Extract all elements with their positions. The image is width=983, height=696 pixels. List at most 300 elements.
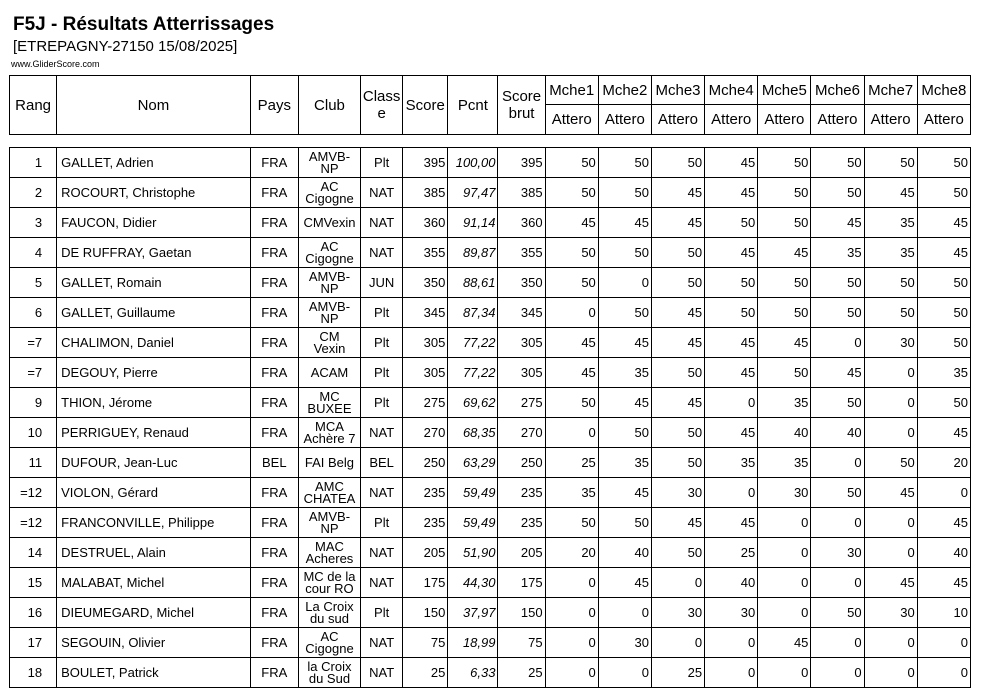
cell-rang: 6	[10, 298, 57, 328]
cell-mche2: 45	[598, 388, 651, 418]
table-row	[10, 388, 971, 418]
col-score-brut-line2: brut	[508, 105, 535, 122]
cell-mche7: 45	[864, 568, 917, 598]
cell-club	[298, 388, 360, 418]
cell-mche5: 45	[758, 328, 811, 358]
cell-pcnt: 6,33	[448, 658, 498, 688]
cell-club	[298, 208, 360, 238]
cell-pcnt: 51,90	[448, 538, 498, 568]
col-nom: Nom	[57, 76, 251, 135]
cell-pays: FRA	[250, 358, 298, 388]
table-row	[10, 538, 971, 568]
cell-rang: 16	[10, 598, 57, 628]
cell-mche3: 50	[651, 238, 704, 268]
cell-mche7: 0	[864, 508, 917, 538]
cell-mche2: 50	[598, 298, 651, 328]
cell-classe: NAT	[361, 238, 403, 268]
cell-mche7: 50	[864, 448, 917, 478]
cell-pays: BEL	[250, 448, 298, 478]
cell-mche2: 50	[598, 178, 651, 208]
cell-club-line2: Cigogne	[305, 640, 354, 656]
cell-club-line1: MCA	[315, 418, 344, 434]
cell-pcnt: 37,97	[448, 598, 498, 628]
cell-rang: 1	[10, 148, 57, 178]
cell-mche6: 0	[811, 628, 864, 658]
col-attero: Attero	[651, 105, 704, 135]
cell-mche6: 50	[811, 388, 864, 418]
cell-mche3: 30	[651, 478, 704, 508]
cell-classe: NAT	[361, 628, 403, 658]
cell-classe: Plt	[361, 358, 403, 388]
cell-rang: =7	[10, 328, 57, 358]
cell-mche1: 50	[545, 508, 598, 538]
table-row	[10, 328, 971, 358]
cell-rang: 15	[10, 568, 57, 598]
cell-mche3: 50	[651, 358, 704, 388]
cell-mche5: 50	[758, 208, 811, 238]
cell-club-line1: CMVexin	[303, 214, 356, 230]
cell-mche8: 0	[917, 478, 970, 508]
table-row	[10, 628, 971, 658]
col-classe-line2: e	[377, 105, 386, 122]
cell-score-brut: 235	[498, 478, 545, 508]
cell-nom: DE RUFFRAY, Gaetan	[57, 238, 251, 268]
cell-pcnt: 59,49	[448, 508, 498, 538]
cell-score: 175	[403, 568, 448, 598]
cell-pcnt: 100,00	[448, 148, 498, 178]
cell-club	[298, 328, 360, 358]
cell-mche2: 50	[598, 148, 651, 178]
table-row	[10, 208, 971, 238]
cell-pcnt: 89,87	[448, 238, 498, 268]
cell-mche2: 45	[598, 478, 651, 508]
cell-mche8: 50	[917, 298, 970, 328]
cell-mche5: 0	[758, 508, 811, 538]
cell-mche7: 50	[864, 298, 917, 328]
cell-score-brut: 25	[498, 658, 545, 688]
cell-club-line1: CM	[319, 328, 340, 344]
cell-pays: FRA	[250, 268, 298, 298]
cell-nom: PERRIGUEY, Renaud	[57, 418, 251, 448]
cell-mche6: 30	[811, 538, 864, 568]
table-row	[10, 448, 971, 478]
cell-pcnt: 87,34	[448, 298, 498, 328]
cell-mche3: 45	[651, 178, 704, 208]
cell-mche1: 45	[545, 328, 598, 358]
cell-club-line1: AMVB-	[308, 508, 351, 524]
cell-mche4: 50	[705, 268, 758, 298]
cell-mche7: 0	[864, 418, 917, 448]
cell-score-brut: 305	[498, 328, 545, 358]
cell-mche6: 0	[811, 568, 864, 598]
cell-club	[298, 268, 360, 298]
cell-mche6: 50	[811, 148, 864, 178]
cell-mche2: 0	[598, 658, 651, 688]
cell-classe: Plt	[361, 388, 403, 418]
cell-mche1: 50	[545, 178, 598, 208]
cell-mche6: 50	[811, 598, 864, 628]
cell-mche3: 45	[651, 208, 704, 238]
cell-nom: DIEUMEGARD, Michel	[57, 598, 251, 628]
cell-mche7: 35	[864, 208, 917, 238]
cell-mche2: 40	[598, 538, 651, 568]
cell-club	[298, 478, 360, 508]
cell-mche3: 0	[651, 568, 704, 598]
cell-club	[298, 658, 360, 688]
cell-pcnt: 91,14	[448, 208, 498, 238]
cell-pcnt: 68,35	[448, 418, 498, 448]
cell-club-line2: NP	[320, 160, 339, 176]
cell-nom: CHALIMON, Daniel	[57, 328, 251, 358]
cell-club-line1: ACAM	[310, 364, 349, 380]
cell-score-brut: 235	[498, 508, 545, 538]
cell-mche1: 0	[545, 628, 598, 658]
cell-score-brut: 175	[498, 568, 545, 598]
cell-pcnt: 69,62	[448, 388, 498, 418]
cell-club	[298, 448, 360, 478]
cell-club-line1: AC	[320, 178, 339, 194]
cell-mche1: 35	[545, 478, 598, 508]
cell-club	[298, 568, 360, 598]
cell-score-brut: 75	[498, 628, 545, 658]
table-row	[10, 238, 971, 268]
col-score-brut-line1: Score	[501, 88, 542, 105]
cell-mche6: 45	[811, 358, 864, 388]
cell-mche3: 50	[651, 148, 704, 178]
cell-mche4: 45	[705, 418, 758, 448]
cell-score-brut: 150	[498, 598, 545, 628]
cell-mche1: 45	[545, 208, 598, 238]
cell-nom: DESTRUEL, Alain	[57, 538, 251, 568]
cell-score-brut: 305	[498, 358, 545, 388]
cell-score: 75	[403, 628, 448, 658]
col-mche2: Mche2	[598, 76, 651, 105]
cell-classe: BEL	[361, 448, 403, 478]
cell-pays: FRA	[250, 148, 298, 178]
table-row	[10, 268, 971, 298]
cell-club-line2: Achère 7	[303, 430, 356, 446]
cell-club	[298, 598, 360, 628]
cell-mche7: 35	[864, 238, 917, 268]
cell-score: 275	[403, 388, 448, 418]
cell-classe: NAT	[361, 478, 403, 508]
cell-mche4: 45	[705, 148, 758, 178]
cell-mche5: 0	[758, 598, 811, 628]
cell-mche2: 0	[598, 268, 651, 298]
col-score: Score	[403, 76, 448, 135]
cell-mche3: 25	[651, 658, 704, 688]
cell-mche2: 0	[598, 598, 651, 628]
cell-nom: SEGOUIN, Olivier	[57, 628, 251, 658]
cell-club-line1: AMVB-	[308, 298, 351, 314]
cell-mche8: 50	[917, 388, 970, 418]
cell-pays: FRA	[250, 598, 298, 628]
cell-mche2: 35	[598, 448, 651, 478]
cell-mche5: 0	[758, 568, 811, 598]
cell-mche8: 50	[917, 268, 970, 298]
cell-mche1: 50	[545, 268, 598, 298]
cell-nom: GALLET, Guillaume	[57, 298, 251, 328]
cell-nom: FRANCONVILLE, Philippe	[57, 508, 251, 538]
col-mche8: Mche8	[917, 76, 970, 105]
cell-mche1: 0	[545, 298, 598, 328]
table-row	[10, 418, 971, 448]
cell-rang: 17	[10, 628, 57, 658]
cell-mche7: 45	[864, 478, 917, 508]
table-row	[10, 478, 971, 508]
col-attero: Attero	[598, 105, 651, 135]
cell-nom: MALABAT, Michel	[57, 568, 251, 598]
cell-club-line2: Cigogne	[305, 190, 354, 206]
cell-club-line2: NP	[320, 520, 339, 536]
cell-score-brut: 395	[498, 148, 545, 178]
cell-mche1: 45	[545, 358, 598, 388]
cell-mche2: 45	[598, 328, 651, 358]
cell-mche2: 50	[598, 238, 651, 268]
col-mche6: Mche6	[811, 76, 864, 105]
cell-score-brut: 250	[498, 448, 545, 478]
cell-mche2: 45	[598, 208, 651, 238]
cell-mche8: 0	[917, 628, 970, 658]
cell-pays: FRA	[250, 208, 298, 238]
cell-score: 235	[403, 508, 448, 538]
cell-club	[298, 628, 360, 658]
cell-mche7: 0	[864, 388, 917, 418]
cell-pays: FRA	[250, 628, 298, 658]
cell-pays: FRA	[250, 178, 298, 208]
cell-rang: =12	[10, 508, 57, 538]
col-attero: Attero	[864, 105, 917, 135]
cell-mche8: 50	[917, 148, 970, 178]
cell-mche1: 0	[545, 568, 598, 598]
cell-score-brut: 355	[498, 238, 545, 268]
cell-rang: 3	[10, 208, 57, 238]
cell-mche3: 50	[651, 268, 704, 298]
cell-pays: FRA	[250, 298, 298, 328]
col-attero: Attero	[758, 105, 811, 135]
table-row	[10, 658, 971, 688]
cell-score: 360	[403, 208, 448, 238]
cell-mche6: 45	[811, 208, 864, 238]
col-attero: Attero	[705, 105, 758, 135]
cell-mche3: 45	[651, 328, 704, 358]
cell-mche3: 50	[651, 538, 704, 568]
table-row	[10, 178, 971, 208]
cell-mche2: 50	[598, 508, 651, 538]
cell-rang: =7	[10, 358, 57, 388]
cell-pays: FRA	[250, 238, 298, 268]
cell-club-line2: CHATEA	[303, 490, 356, 506]
cell-score: 305	[403, 358, 448, 388]
cell-score-brut: 205	[498, 538, 545, 568]
cell-mche6: 0	[811, 328, 864, 358]
cell-rang: 10	[10, 418, 57, 448]
col-mche5: Mche5	[758, 76, 811, 105]
cell-mche6: 0	[811, 508, 864, 538]
cell-mche8: 40	[917, 538, 970, 568]
col-attero: Attero	[917, 105, 970, 135]
cell-club	[298, 238, 360, 268]
cell-mche8: 50	[917, 178, 970, 208]
cell-pcnt: 59,49	[448, 478, 498, 508]
cell-classe: Plt	[361, 508, 403, 538]
cell-mche8: 10	[917, 598, 970, 628]
cell-nom: GALLET, Romain	[57, 268, 251, 298]
cell-mche5: 35	[758, 448, 811, 478]
cell-mche4: 45	[705, 508, 758, 538]
cell-pays: FRA	[250, 328, 298, 358]
col-attero: Attero	[545, 105, 598, 135]
cell-mche3: 45	[651, 508, 704, 538]
cell-nom: GALLET, Adrien	[57, 148, 251, 178]
site-link[interactable]: www.GliderScore.com	[11, 59, 100, 69]
cell-pays: FRA	[250, 478, 298, 508]
cell-mche6: 50	[811, 178, 864, 208]
cell-nom: BOULET, Patrick	[57, 658, 251, 688]
cell-rang: 18	[10, 658, 57, 688]
results-table	[9, 147, 971, 688]
cell-mche7: 0	[864, 538, 917, 568]
cell-rang: 4	[10, 238, 57, 268]
cell-mche4: 0	[705, 658, 758, 688]
col-classe-line1: Class	[362, 88, 401, 105]
col-mche3: Mche3	[651, 76, 704, 105]
cell-mche4: 45	[705, 328, 758, 358]
cell-mche4: 35	[705, 448, 758, 478]
col-club: Club	[298, 76, 360, 135]
cell-pays: FRA	[250, 658, 298, 688]
cell-mche7: 30	[864, 598, 917, 628]
cell-mche1: 0	[545, 658, 598, 688]
cell-mche6: 50	[811, 268, 864, 298]
cell-mche5: 50	[758, 268, 811, 298]
cell-nom: THION, Jérome	[57, 388, 251, 418]
cell-pays: FRA	[250, 388, 298, 418]
cell-score-brut: 345	[498, 298, 545, 328]
cell-classe: Plt	[361, 298, 403, 328]
cell-club-line2: Cigogne	[305, 250, 354, 266]
cell-club-line1: FAI Belg	[304, 454, 355, 470]
table-row	[10, 358, 971, 388]
cell-mche3: 45	[651, 298, 704, 328]
cell-club-line1: AMVB-	[308, 148, 351, 164]
cell-mche6: 50	[811, 298, 864, 328]
cell-mche4: 50	[705, 208, 758, 238]
cell-mche5: 0	[758, 538, 811, 568]
cell-club	[298, 358, 360, 388]
cell-nom: DEGOUY, Pierre	[57, 358, 251, 388]
cell-score-brut: 270	[498, 418, 545, 448]
cell-score: 345	[403, 298, 448, 328]
cell-nom: ROCOURT, Christophe	[57, 178, 251, 208]
cell-mche8: 45	[917, 418, 970, 448]
cell-score: 25	[403, 658, 448, 688]
cell-club	[298, 508, 360, 538]
cell-rang: 2	[10, 178, 57, 208]
cell-mche4: 25	[705, 538, 758, 568]
cell-mche1: 20	[545, 538, 598, 568]
cell-pcnt: 18,99	[448, 628, 498, 658]
cell-mche1: 0	[545, 598, 598, 628]
cell-nom: FAUCON, Didier	[57, 208, 251, 238]
cell-classe: NAT	[361, 178, 403, 208]
cell-classe: Plt	[361, 598, 403, 628]
cell-classe: Plt	[361, 148, 403, 178]
cell-score: 350	[403, 268, 448, 298]
col-mche4: Mche4	[705, 76, 758, 105]
page-subtitle: [ETREPAGNY-27150 15/08/2025]	[13, 38, 238, 55]
cell-club-line1: AMVB-	[308, 268, 351, 284]
cell-club	[298, 178, 360, 208]
cell-mche5: 45	[758, 628, 811, 658]
col-classe	[361, 76, 403, 135]
cell-mche8: 20	[917, 448, 970, 478]
cell-classe: NAT	[361, 568, 403, 598]
cell-mche4: 0	[705, 388, 758, 418]
cell-pays: FRA	[250, 418, 298, 448]
cell-club-line1: la Croix	[307, 658, 352, 674]
col-pcnt: Pcnt	[448, 76, 498, 135]
cell-mche8: 45	[917, 238, 970, 268]
cell-mche5: 30	[758, 478, 811, 508]
cell-score: 235	[403, 478, 448, 508]
page-title: F5J - Résultats Atterrissages	[13, 14, 275, 35]
col-rang: Rang	[10, 76, 57, 135]
cell-mche6: 50	[811, 478, 864, 508]
cell-club-line2: Vexin	[313, 340, 346, 356]
cell-mche2: 50	[598, 418, 651, 448]
cell-club-line2: Acheres	[305, 550, 354, 566]
cell-mche2: 45	[598, 568, 651, 598]
cell-club	[298, 148, 360, 178]
cell-mche2: 30	[598, 628, 651, 658]
cell-mche8: 45	[917, 208, 970, 238]
cell-mche6: 35	[811, 238, 864, 268]
cell-club-line1: AC	[320, 628, 339, 644]
cell-mche7: 0	[864, 628, 917, 658]
cell-score: 355	[403, 238, 448, 268]
cell-mche4: 30	[705, 598, 758, 628]
cell-score-brut: 350	[498, 268, 545, 298]
cell-mche7: 45	[864, 178, 917, 208]
table-row	[10, 598, 971, 628]
cell-mche4: 0	[705, 478, 758, 508]
cell-pcnt: 63,29	[448, 448, 498, 478]
cell-rang: =12	[10, 478, 57, 508]
cell-score: 395	[403, 148, 448, 178]
cell-classe: NAT	[361, 418, 403, 448]
cell-mche6: 0	[811, 658, 864, 688]
cell-mche3: 45	[651, 388, 704, 418]
cell-club-line2: NP	[320, 280, 339, 296]
cell-mche8: 45	[917, 508, 970, 538]
cell-pcnt: 44,30	[448, 568, 498, 598]
cell-club	[298, 298, 360, 328]
cell-pcnt: 77,22	[448, 328, 498, 358]
cell-pays: FRA	[250, 568, 298, 598]
cell-score-brut: 385	[498, 178, 545, 208]
cell-rang: 9	[10, 388, 57, 418]
table-row	[10, 298, 971, 328]
cell-mche4: 45	[705, 358, 758, 388]
cell-mche5: 50	[758, 358, 811, 388]
cell-mche5: 35	[758, 388, 811, 418]
cell-club-line2: NP	[320, 310, 339, 326]
cell-score: 150	[403, 598, 448, 628]
col-attero: Attero	[811, 105, 864, 135]
cell-club-line1: AMC	[315, 478, 344, 494]
col-mche7: Mche7	[864, 76, 917, 105]
